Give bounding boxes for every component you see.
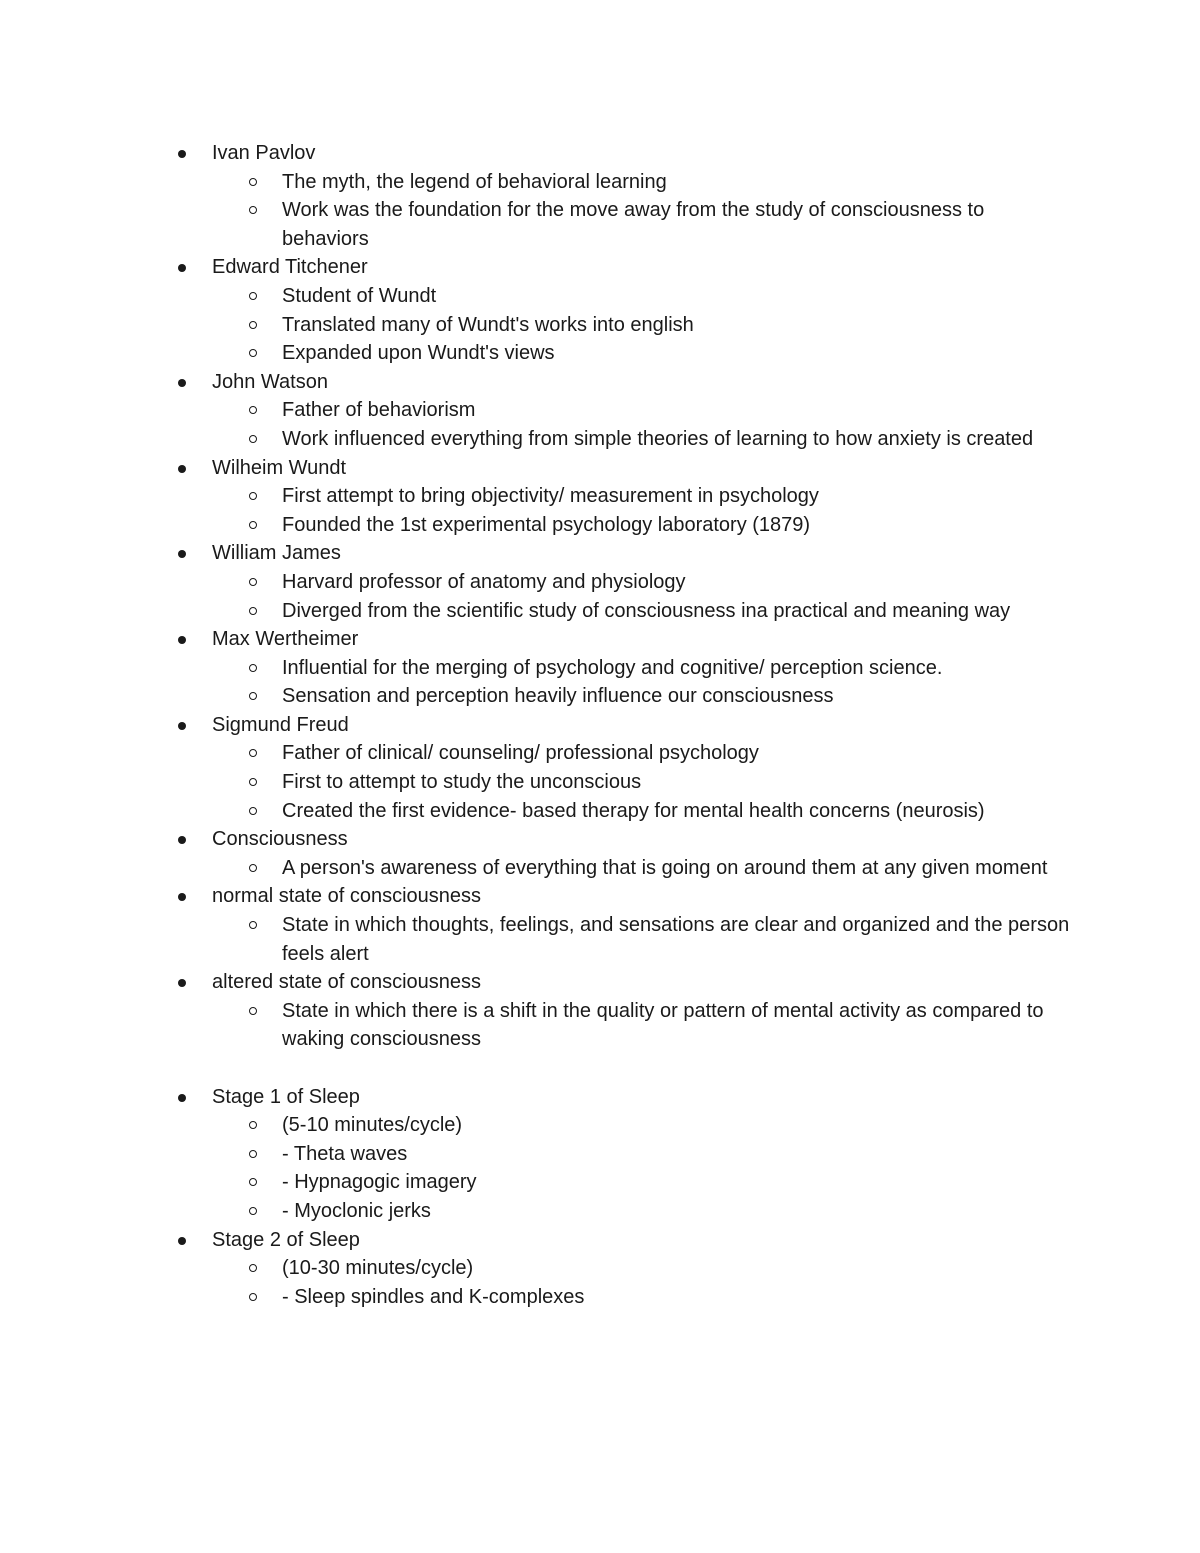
hollow-bullet-icon	[249, 406, 257, 414]
sub-item	[282, 597, 1072, 626]
list-item-john-watson	[212, 368, 1200, 454]
bullet-icon	[178, 636, 186, 644]
sub-item	[282, 425, 1072, 454]
hollow-bullet-icon	[249, 664, 257, 672]
bullet-icon	[178, 979, 186, 987]
sub-item-text: Harvard professor of anatomy and physiology	[282, 570, 686, 593]
sub-list	[212, 911, 1072, 968]
list-item-stage-2-sleep	[212, 1226, 1200, 1312]
sub-item-text: State in which there is a shift in the quality or pattern of mental activity as compared to waking consciousness	[282, 999, 1044, 1051]
hollow-bullet-icon	[249, 349, 257, 357]
sub-item	[282, 1111, 1072, 1140]
item-title: normal state of consciousness	[212, 885, 482, 908]
sub-item-text: First to attempt to study the unconscious	[282, 771, 642, 794]
hollow-bullet-icon	[249, 321, 257, 329]
list-item-consciousness	[212, 825, 1200, 882]
sub-item	[282, 911, 1072, 968]
hollow-bullet-icon	[249, 1007, 257, 1015]
hollow-bullet-icon	[249, 178, 257, 186]
hollow-bullet-icon	[249, 578, 257, 586]
list-item-normal-state	[212, 882, 1200, 968]
item-title: Sigmund Freud	[212, 713, 349, 736]
item-title: Stage 2 of Sleep	[212, 1228, 360, 1251]
hollow-bullet-icon	[249, 921, 257, 929]
item-title: John Watson	[212, 370, 328, 393]
sub-item	[282, 682, 1072, 711]
sub-item-text: State in which thoughts, feelings, and sensations are clear and organized and the person feels alert	[282, 914, 1070, 965]
hollow-bullet-icon	[249, 749, 257, 757]
bullet-icon	[178, 893, 186, 901]
sub-item-text: Created the first evidence- based therapy for mental health concerns (neurosis)	[282, 799, 985, 822]
bullet-icon	[178, 550, 186, 558]
sub-item	[282, 282, 1072, 311]
hollow-bullet-icon	[249, 1178, 257, 1186]
sub-item-text: - Sleep spindles and K-complexes	[282, 1285, 585, 1308]
sub-item-text: - Hypnagogic imagery	[282, 1171, 477, 1194]
sub-list	[212, 168, 1072, 254]
sub-list	[212, 854, 1072, 883]
sub-item	[282, 311, 1072, 340]
sub-item	[282, 1283, 1072, 1312]
hollow-bullet-icon	[249, 692, 257, 700]
bullet-icon	[178, 379, 186, 387]
sub-item-text: Father of behaviorism	[282, 399, 476, 422]
sub-item-text: - Myoclonic jerks	[282, 1199, 431, 1222]
item-title: Stage 1 of Sleep	[212, 1085, 360, 1108]
notes-list	[0, 139, 1200, 1311]
hollow-bullet-icon	[249, 778, 257, 786]
list-item-william-james	[212, 539, 1200, 625]
sub-item	[282, 797, 1072, 826]
list-item-ivan-pavlov	[212, 139, 1200, 253]
item-title: Wilheim Wundt	[212, 456, 347, 479]
sub-list	[212, 654, 1072, 711]
sub-item-text: First attempt to bring objectivity/ measurement in psychology	[282, 485, 819, 508]
sub-list	[212, 1111, 1072, 1225]
sub-item	[282, 1254, 1072, 1283]
sub-item-text: Work was the foundation for the move away from the study of consciousness to behaviors	[282, 199, 985, 250]
sub-item	[282, 654, 1072, 683]
sub-item-text: Diverged from the scientific study of consciousness ina practical and meaning way	[282, 599, 1011, 622]
sub-item	[282, 1140, 1072, 1169]
sub-list	[212, 396, 1072, 453]
hollow-bullet-icon	[249, 1121, 257, 1129]
notes-page	[0, 139, 1200, 1311]
sub-list	[212, 482, 1072, 539]
bullet-icon	[178, 1237, 186, 1245]
sub-item	[282, 196, 1072, 253]
sub-item-text: - Theta waves	[282, 1142, 408, 1165]
sub-item-text: Work influenced everything from simple theories of learning to how anxiety is created	[282, 427, 1034, 450]
hollow-bullet-icon	[249, 1264, 257, 1272]
sub-list	[212, 282, 1072, 368]
item-title: Max Wertheimer	[212, 628, 359, 651]
sub-item-text: Sensation and perception heavily influence our consciousness	[282, 685, 834, 708]
sub-item	[282, 854, 1072, 883]
sub-item	[282, 1168, 1072, 1197]
bullet-icon	[178, 836, 186, 844]
sub-item	[282, 739, 1072, 768]
sub-item	[282, 997, 1072, 1054]
bullet-icon	[178, 465, 186, 473]
bullet-icon	[178, 1094, 186, 1102]
item-title: Ivan Pavlov	[212, 142, 316, 164]
bullet-icon	[178, 722, 186, 730]
sub-item	[282, 339, 1072, 368]
hollow-bullet-icon	[249, 1207, 257, 1215]
sub-item	[282, 482, 1072, 511]
list-item-stage-1-sleep	[212, 1083, 1200, 1226]
hollow-bullet-icon	[249, 1150, 257, 1158]
item-title: William James	[212, 542, 341, 565]
item-title: Edward Titchener	[212, 256, 368, 279]
hollow-bullet-icon	[249, 292, 257, 300]
sub-item-text: A person's awareness of everything that is going on around them at any given moment	[282, 856, 1048, 879]
sub-list	[212, 568, 1072, 625]
sub-item	[282, 1197, 1072, 1226]
sub-item	[282, 768, 1072, 797]
hollow-bullet-icon	[249, 521, 257, 529]
sub-item-text: Translated many of Wundt's works into english	[282, 313, 694, 336]
sub-item-text: The myth, the legend of behavioral learning	[282, 170, 667, 193]
sub-list	[212, 997, 1072, 1054]
sub-item-text: Influential for the merging of psychology and cognitive/ perception science.	[282, 656, 943, 679]
sub-item-text: Student of Wundt	[282, 284, 437, 307]
item-title: altered state of consciousness	[212, 971, 482, 994]
sub-item-text: (10-30 minutes/cycle)	[282, 1257, 474, 1280]
sub-item	[282, 168, 1072, 197]
item-title: Consciousness	[212, 828, 348, 851]
sub-list	[212, 1254, 1072, 1311]
sub-item	[282, 568, 1072, 597]
list-item-wilheim-wundt	[212, 454, 1200, 540]
bullet-icon	[178, 264, 186, 272]
hollow-bullet-icon	[249, 1293, 257, 1301]
sub-item-text: Founded the 1st experimental psychology laboratory (1879)	[282, 513, 811, 536]
sub-item	[282, 511, 1072, 540]
sub-item-text: (5-10 minutes/cycle)	[282, 1114, 463, 1137]
sub-item-text: Father of clinical/ counseling/ professional psychology	[282, 742, 759, 765]
sub-item	[282, 396, 1072, 425]
hollow-bullet-icon	[249, 807, 257, 815]
sub-item-text: Expanded upon Wundt's views	[282, 342, 555, 365]
list-item-edward-titchener	[212, 253, 1200, 367]
hollow-bullet-icon	[249, 607, 257, 615]
hollow-bullet-icon	[249, 864, 257, 872]
hollow-bullet-icon	[249, 492, 257, 500]
bullet-icon	[178, 150, 186, 158]
hollow-bullet-icon	[249, 435, 257, 443]
list-item-altered-state	[212, 968, 1200, 1054]
list-item-sigmund-freud	[212, 711, 1200, 825]
hollow-bullet-icon	[249, 206, 257, 214]
sub-list	[212, 739, 1072, 825]
list-item-max-wertheimer	[212, 625, 1200, 711]
